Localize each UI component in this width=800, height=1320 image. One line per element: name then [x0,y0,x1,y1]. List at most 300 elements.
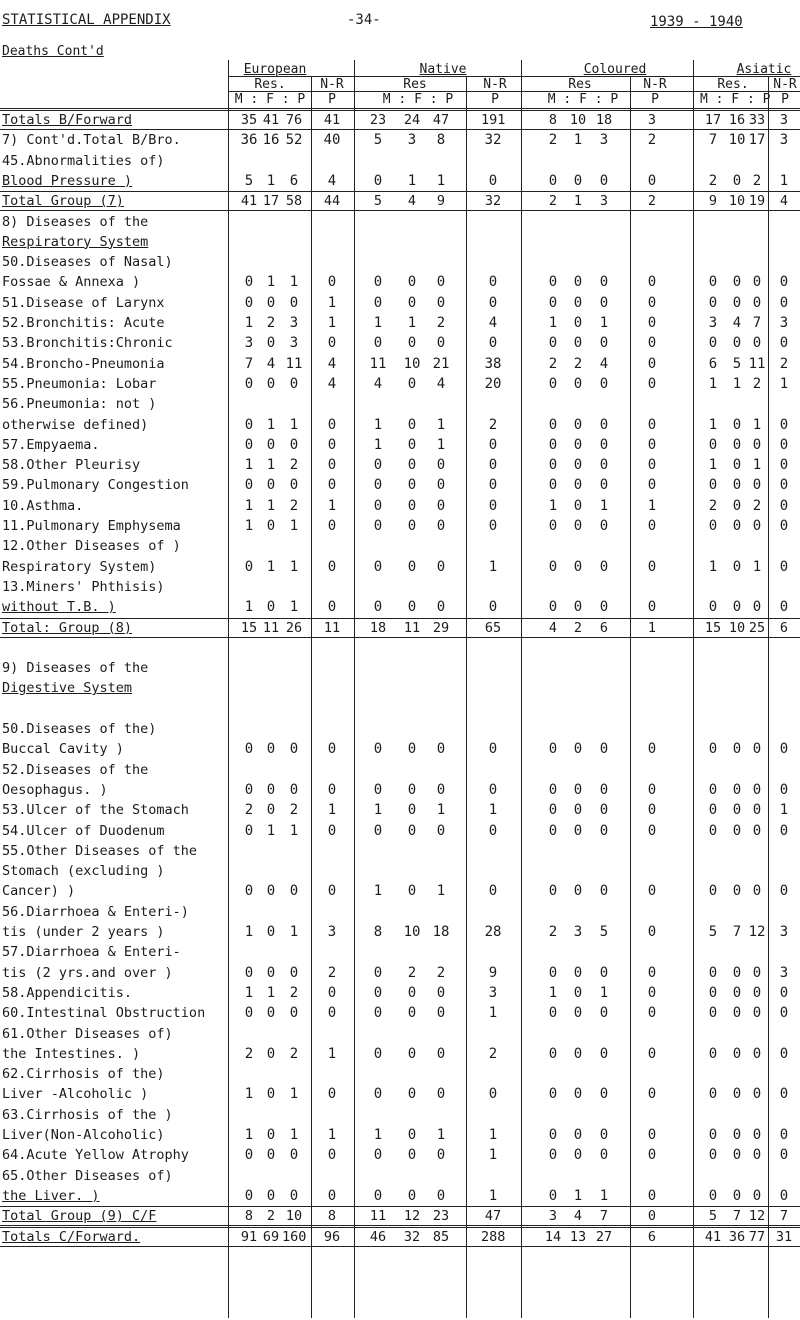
value-cell: 0 [548,274,558,291]
value-cell: 2 [548,193,558,210]
sub-coloured-nr: N-R [643,77,667,92]
value-cell: 0 [599,883,609,900]
value-cell: 1 [266,274,276,291]
value-cell: 1 [599,1187,609,1204]
value-cell: 1 [327,294,337,311]
value-cell: 0 [327,1005,337,1022]
table-row [0,1005,800,1021]
table-row [0,965,800,981]
value-cell: 288 [481,1228,506,1245]
value-cell: 1 [708,416,718,433]
value-cell: 1 [266,984,276,1001]
value-cell: 0 [407,822,417,839]
total-row [0,193,800,209]
value-cell: 0 [708,741,718,758]
value-cell: 52 [285,132,303,149]
value-cell: 1 [289,518,299,534]
value-cell: 12 [748,1208,766,1225]
table-row [0,863,800,879]
value-cell: 0 [548,741,558,758]
value-cell: 0 [407,558,417,575]
value-cell: 0 [647,315,657,331]
value-cell: 0 [708,883,718,900]
value-cell: 0 [779,781,789,798]
value-cell: 0 [327,822,337,839]
value-cell: 0 [779,741,789,758]
value-cell: 1 [488,558,498,575]
mfp-native-nr: P [491,92,499,107]
value-cell: 7 [244,355,254,372]
value-cell: 0 [647,984,657,1001]
value-cell: 0 [573,172,583,189]
value-cell: 1 [488,1005,498,1022]
value-cell: 4 [407,193,417,210]
rule-top-groups [228,76,800,77]
value-cell: 0 [327,1086,337,1103]
value-cell: 0 [407,274,417,291]
value-cell: 23 [369,112,387,128]
value-cell: 3 [289,335,299,352]
value-cell: 0 [573,416,583,433]
row-label: 11.Pulmonary Emphysema [2,518,181,534]
value-cell: 0 [327,274,337,291]
value-cell: 0 [599,599,609,616]
value-cell: 1 [327,802,337,819]
value-cell: 0 [488,518,498,534]
total-rule-top [0,1206,800,1207]
table-row [0,1026,800,1042]
value-cell: 0 [708,294,718,311]
value-cell: 0 [244,274,254,291]
value-cell: 44 [323,193,341,210]
value-cell: 2 [289,497,299,514]
row-label: otherwise defined) [2,416,149,433]
value-cell: 1 [436,416,446,433]
table-row [0,904,800,920]
value-cell: 28 [484,924,502,940]
value-cell: 0 [732,335,742,352]
row-label: tis (2 yrs.and over ) [2,964,173,981]
sub-european-nr: N-R [320,77,344,92]
value-cell: 0 [373,599,383,616]
value-cell: 7 [732,924,742,940]
value-cell: 2 [573,619,583,636]
value-cell: 0 [752,1045,762,1062]
value-cell: 0 [244,822,254,839]
total-rule-top [0,1227,800,1228]
value-cell: 0 [407,984,417,1001]
row-label: Oesophagus. ) [2,781,108,798]
value-cell: 1 [244,1127,254,1143]
table-row [0,1046,800,1062]
row-label: 62.Cirrhosis of the) [2,1066,165,1083]
value-cell: 2 [647,193,657,210]
value-cell: 1 [244,315,254,331]
value-cell: 0 [599,457,609,474]
row-label: 59.Pulmonary Congestion [2,477,189,494]
value-cell: 0 [266,1005,276,1022]
sub-native-res: Res [403,77,427,92]
row-label: 58.Appendicitis. [2,984,133,1001]
mfp-coloured-nr: P [651,92,659,107]
value-cell: 3 [708,315,718,331]
value-cell: 0 [548,558,558,575]
value-cell: 41 [262,112,280,128]
value-cell: 91 [240,1228,258,1245]
value-cell: 0 [373,335,383,352]
value-cell: 16 [262,132,280,149]
value-cell: 4 [573,1208,583,1225]
value-cell: 0 [373,172,383,189]
table-row [0,680,800,696]
value-cell: 0 [732,294,742,311]
table-row [0,944,800,960]
value-cell: 2 [647,132,657,149]
value-cell: 23 [432,1208,450,1225]
value-cell: 1 [488,1187,498,1204]
value-cell: 0 [599,172,609,189]
value-cell: 1 [244,599,254,616]
value-cell: 0 [573,781,583,798]
value-cell: 31 [775,1228,793,1245]
value-cell: 6 [779,619,789,636]
value-cell: 0 [436,497,446,514]
table-row [0,417,800,433]
value-cell: 0 [647,416,657,433]
value-cell: 0 [436,294,446,311]
value-cell: 0 [266,1187,276,1204]
value-cell: 2 [548,924,558,940]
value-cell: 1 [779,802,789,819]
value-cell: 0 [436,274,446,291]
value-cell: 0 [436,1045,446,1062]
value-cell: 0 [573,599,583,616]
table-row [0,782,800,798]
value-cell: 0 [573,375,583,392]
value-cell: 0 [647,172,657,189]
row-label: 45.Abnormalities of) [2,152,165,169]
value-cell: 0 [732,822,742,839]
value-cell: 0 [647,1045,657,1062]
value-cell: 3 [573,924,583,940]
value-cell: 0 [599,802,609,819]
value-cell: 46 [369,1228,387,1245]
table-row [0,1127,800,1143]
table-row [0,802,800,818]
table-row [0,1066,800,1082]
total-row [0,1229,800,1245]
value-cell: 0 [548,1147,558,1164]
value-cell: 0 [407,741,417,758]
value-cell: 0 [752,802,762,819]
value-cell: 0 [647,883,657,900]
value-cell: 0 [266,924,276,940]
value-cell: 0 [436,822,446,839]
value-cell: 0 [647,274,657,291]
value-cell: 1 [327,1127,337,1143]
value-cell: 0 [752,274,762,291]
value-cell: 9 [708,193,718,210]
value-cell: 0 [548,294,558,311]
value-cell: 0 [407,335,417,352]
value-cell: 7 [752,315,762,331]
value-cell: 7 [599,1208,609,1225]
value-cell: 0 [407,1127,417,1143]
value-cell: 41 [240,193,258,210]
value-cell: 1 [289,1086,299,1103]
value-cell: 0 [573,335,583,352]
value-cell: 0 [244,416,254,433]
value-cell: 19 [748,193,766,210]
row-label: 64.Acute Yellow Atrophy [2,1147,189,1164]
value-cell: 1 [373,436,383,453]
value-cell: 0 [548,518,558,534]
value-cell: 0 [599,294,609,311]
value-cell: 33 [748,112,766,128]
value-cell: 0 [779,518,789,534]
sub-european-res: Res. [254,77,286,92]
value-cell: 0 [244,741,254,758]
row-label: Digestive System [2,680,133,697]
value-cell: 1 [289,416,299,433]
value-cell: 1 [436,436,446,453]
value-cell: 6 [599,619,609,636]
value-cell: 11 [323,619,341,636]
value-cell: 6 [708,355,718,372]
value-cell: 2 [548,132,558,149]
sub-asiatic-nr: N-R [773,77,797,92]
value-cell: 0 [327,457,337,474]
value-cell: 1 [436,883,446,900]
value-cell: 17 [262,193,280,210]
value-cell: 12 [748,924,766,940]
value-cell: 0 [599,822,609,839]
value-cell: 2 [779,355,789,372]
value-cell: 1 [244,1086,254,1103]
value-cell: 0 [436,335,446,352]
value-cell: 3 [779,964,789,981]
table-row [0,1168,800,1184]
mfp-european-nr: P [328,92,336,107]
value-cell: 21 [432,355,450,372]
value-cell: 1 [244,984,254,1001]
value-cell: 4 [779,193,789,210]
value-cell: 0 [327,883,337,900]
row-label: 52.Bronchitis: Acute [2,315,165,331]
value-cell: 0 [573,984,583,1001]
value-cell: 0 [732,518,742,534]
value-cell: 2 [488,416,498,433]
value-cell: 0 [488,883,498,900]
value-cell: 11 [369,355,387,372]
value-cell: 0 [488,497,498,514]
table-row [0,518,800,534]
row-label: tis (under 2 years ) [2,924,165,940]
value-cell: 0 [436,518,446,534]
value-cell: 0 [708,1187,718,1204]
table-row [0,985,800,1001]
value-cell: 0 [488,599,498,616]
value-cell: 7 [779,1208,789,1225]
value-cell: 0 [373,741,383,758]
table-row [0,721,800,737]
value-cell: 3 [779,132,789,149]
value-cell: 0 [647,741,657,758]
row-label: 61.Other Diseases of) [2,1025,173,1042]
year-range: 1939 - 1940 [650,14,743,30]
value-cell: 0 [752,741,762,758]
value-cell: 0 [599,964,609,981]
value-cell: 0 [779,274,789,291]
row-label: 54.Broncho-Pneumonia [2,355,165,372]
value-cell: 0 [732,781,742,798]
value-cell: 65 [484,619,502,636]
table-row [0,883,800,899]
value-cell: 0 [732,1005,742,1022]
row-label: 51.Disease of Larynx [2,294,165,311]
value-cell: 0 [327,518,337,534]
value-cell: 3 [779,315,789,331]
value-cell: 0 [599,1147,609,1164]
value-cell: 0 [266,518,276,534]
value-cell: 1 [573,132,583,149]
value-cell: 1 [573,193,583,210]
table-row [0,477,800,493]
table-row [0,660,800,676]
value-cell: 0 [289,1187,299,1204]
value-cell: 8 [327,1208,337,1225]
table-row [0,234,800,250]
page-number: -34- [347,12,381,28]
value-cell: 0 [488,335,498,352]
row-label: 65.Other Diseases of) [2,1167,173,1184]
appendix-heading: STATISTICAL APPENDIX [2,12,171,28]
total-rule-top [0,618,800,619]
table-row [0,498,800,514]
value-cell: 0 [548,781,558,798]
value-cell: 8 [436,132,446,149]
table-row [0,254,800,270]
value-cell: 0 [548,599,558,616]
value-cell: 1 [289,822,299,839]
value-cell: 0 [752,822,762,839]
value-cell: 0 [436,1147,446,1164]
value-cell: 18 [369,619,387,636]
table-row [0,762,800,778]
table-row [0,924,800,940]
value-cell: 0 [407,375,417,392]
row-label: Total: Group (8) [2,619,133,636]
total-row [0,112,800,128]
value-cell: 0 [573,741,583,758]
value-cell: 0 [779,477,789,494]
value-cell: 0 [708,1086,718,1103]
group-european: European [243,62,307,77]
value-cell: 0 [407,436,417,453]
row-label: 55.Other Diseases of the [2,842,198,859]
value-cell: 0 [327,1187,337,1204]
row-label: 60.Intestinal Obstruction [2,1005,206,1022]
value-cell: 1 [548,497,558,514]
value-cell: 0 [373,274,383,291]
value-cell: 0 [573,1147,583,1164]
value-cell: 0 [289,1147,299,1164]
value-cell: 32 [484,132,502,149]
value-cell: 0 [647,355,657,372]
value-cell: 47 [484,1208,502,1225]
value-cell: 1 [599,497,609,514]
value-cell: 0 [752,781,762,798]
value-cell: 1 [488,802,498,819]
value-cell: 0 [599,558,609,575]
value-cell: 0 [407,477,417,494]
value-cell: 0 [647,1208,657,1225]
value-cell: 2 [752,172,762,189]
table-row [0,457,800,473]
table-row [0,132,800,148]
value-cell: 8 [373,924,383,940]
value-cell: 0 [488,172,498,189]
table-row [0,153,800,169]
value-cell: 1 [752,416,762,433]
value-cell: 0 [289,741,299,758]
value-cell: 0 [732,477,742,494]
value-cell: 2 [289,984,299,1001]
value-cell: 1 [289,599,299,616]
value-cell: 2 [436,315,446,331]
value-cell: 38 [484,355,502,372]
value-cell: 0 [708,1045,718,1062]
table-row [0,823,800,839]
value-cell: 0 [436,599,446,616]
value-cell: 0 [373,497,383,514]
value-cell: 0 [752,477,762,494]
value-cell: 5 [373,193,383,210]
value-cell: 25 [748,619,766,636]
value-cell: 0 [488,436,498,453]
value-cell: 0 [779,1127,789,1143]
value-cell: 9 [436,193,446,210]
sub-native-nr: N-R [483,77,507,92]
row-label: Liver(Non-Alcoholic) [2,1127,165,1143]
value-cell: 2 [436,964,446,981]
value-cell: 0 [732,741,742,758]
value-cell: 0 [779,599,789,616]
value-cell: 4 [599,355,609,372]
value-cell: 2 [244,802,254,819]
value-cell: 2 [266,315,276,331]
value-cell: 5 [373,132,383,149]
value-cell: 0 [407,599,417,616]
value-cell: 1 [779,375,789,392]
table-row [0,1107,800,1123]
row-label: 13.Miners' Phthisis) [2,578,165,595]
row-label: Total Group (7) [2,193,124,210]
value-cell: 0 [573,294,583,311]
value-cell: 0 [266,802,276,819]
value-cell: 4 [327,355,337,372]
table-row [0,274,800,290]
sub-asiatic-res: Res. [717,77,749,92]
value-cell: 16 [728,112,746,128]
value-cell: 0 [488,294,498,311]
value-cell: 11 [748,355,766,372]
value-cell: 0 [488,274,498,291]
total-row [0,620,800,636]
value-cell: 0 [779,1086,789,1103]
value-cell: 0 [779,558,789,575]
value-cell: 0 [752,1005,762,1022]
